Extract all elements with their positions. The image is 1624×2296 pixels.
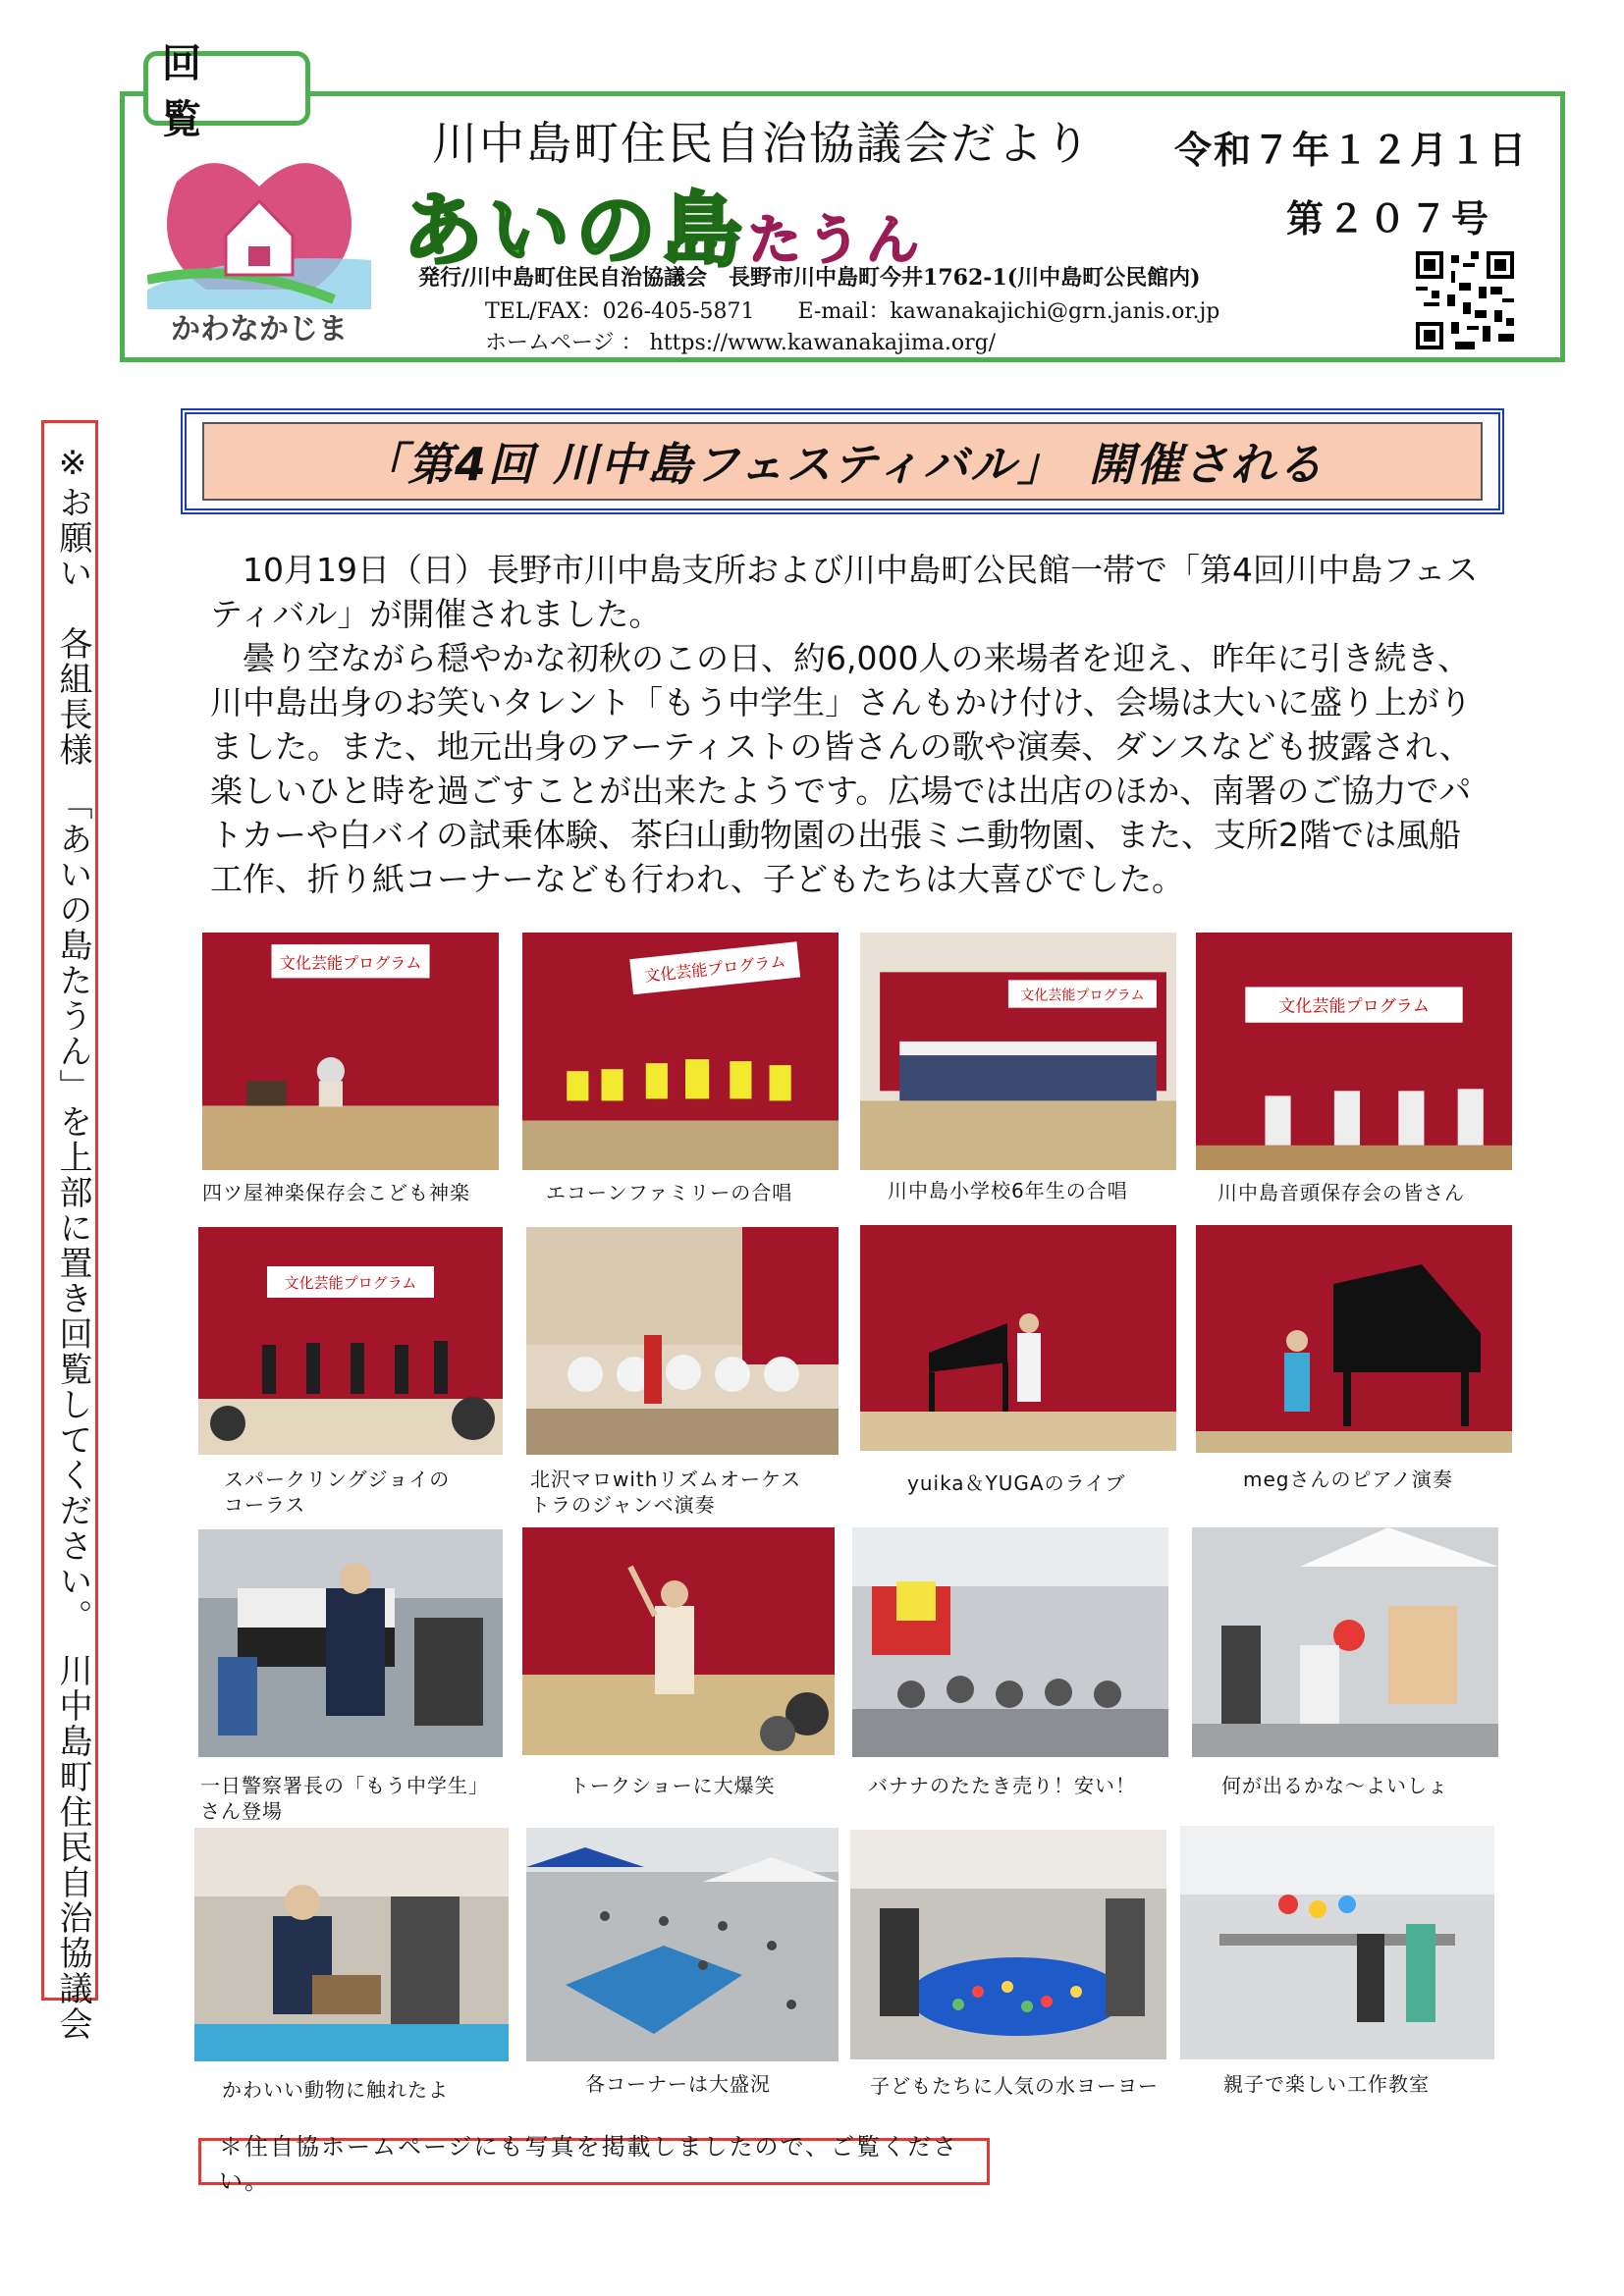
program-banner-text: 文化芸能プログラム bbox=[1020, 988, 1145, 1004]
kairan-label: 回 覧 bbox=[143, 51, 310, 126]
photo-caption: 各コーナーは大盛況 bbox=[585, 2072, 771, 2096]
photo-police-chief bbox=[198, 1529, 503, 1757]
photo-sparkling-joy bbox=[198, 1227, 503, 1455]
program-banner-text: 文化芸能プログラム bbox=[1278, 996, 1430, 1017]
photo-djembe bbox=[526, 1227, 839, 1455]
article-title: 「第4回 川中島フェスティバル」 開催される bbox=[202, 422, 1483, 501]
photo-caption: 四ツ屋神楽保存会こども神楽 bbox=[202, 1181, 470, 1204]
photo-caption: エコーンファミリーの合唱 bbox=[546, 1181, 793, 1204]
photo-petting-zoo bbox=[194, 1828, 509, 2061]
photo-caption: 川中島小学校6年生の合唱 bbox=[888, 1179, 1128, 1202]
article-paragraph: 10月19日（日）長野市川中島支所および川中島町公民館一帯で「第4回川中島フェスティバル」が開催されました。 bbox=[210, 551, 1479, 633]
side-note-text: ※お願い 各組長様 「あいの島たうん」を上部に置き回覧してください。 川中島町住民自治協議会 bbox=[53, 444, 92, 2042]
logo-text: かわなかじま bbox=[171, 312, 348, 347]
photo-echo-family bbox=[522, 933, 839, 1170]
photo-meg-piano bbox=[1196, 1225, 1512, 1453]
issue-date: 令和７年１２月１日 bbox=[1174, 129, 1529, 172]
publisher-line: 発行/川中島町住民自治協議会 長野市川中島町今井1762-1(川中島町公民館内) bbox=[418, 265, 1201, 291]
issue-number: 第２０７号 bbox=[1286, 197, 1493, 240]
photo-caption: yuika＆YUGAのライブ bbox=[907, 1471, 1126, 1495]
photo-caption: 親子で楽しい工作教室 bbox=[1223, 2072, 1430, 2096]
contact-line: TEL/FAX：026-405-5871 E-mail：kawanakajichi@grn.janis.or.jp bbox=[485, 299, 1220, 324]
photo-caption: スパークリングジョイの bbox=[224, 1468, 451, 1491]
article-body bbox=[210, 548, 1487, 901]
photo-caption: 一日警察署長の「もう中学生」 bbox=[200, 1774, 489, 1797]
photo-caption: トークショーに大爆笑 bbox=[569, 1774, 776, 1797]
photo-talk-show bbox=[522, 1527, 835, 1755]
photo-caption: かわいい動物に触れたよ bbox=[222, 2078, 449, 2102]
photo-water-yoyo bbox=[850, 1830, 1166, 2059]
photo-banana-sale bbox=[852, 1527, 1168, 1757]
logo bbox=[147, 142, 371, 348]
photo-craft-class bbox=[1180, 1826, 1494, 2059]
photo-caption: 子どもたちに人気の水ヨーヨー bbox=[870, 2074, 1159, 2098]
article-paragraph: 曇り空ながら穏やかな初秋のこの日、約6,000人の来場者を迎え、昨年に引き続き、川中島出身のお笑いタレント「もう中学生」さんもかけ付け、会場は大いに盛り上がりました。また、地元出身のアーティストの皆さんの歌や演奏、ダンスなども披露され、楽しいひと時を過ごすことが出来たようです。広場では出店のほか、南署のご協力でパトカーや白バイの試乗体験、茶臼山動物園の出張ミニ動物園、また、支所2階では風船工作、折り紙コーナーなども行われ、子どもたちは大喜びでした。 bbox=[210, 639, 1472, 898]
photo-crowd bbox=[526, 1828, 839, 2061]
photo-gachapon bbox=[1192, 1527, 1498, 1757]
program-banner-text: 文化芸能プログラム bbox=[643, 951, 787, 986]
photo-caption: バナナのたたき売り！安い！ bbox=[868, 1774, 1136, 1797]
program-banner-text: 文化芸能プログラム bbox=[279, 953, 422, 973]
photo-school-choir bbox=[860, 933, 1176, 1170]
photo-kagura bbox=[202, 933, 499, 1170]
org-title: 川中島町住民自治協議会だより bbox=[432, 117, 1092, 170]
photo-caption: さん登場 bbox=[200, 1799, 283, 1823]
paper-name-small: たうん bbox=[748, 209, 926, 271]
photo-ondo bbox=[1196, 933, 1512, 1170]
photo-caption: megさんのピアノ演奏 bbox=[1243, 1468, 1453, 1491]
photo-caption: 川中島音頭保存会の皆さん bbox=[1218, 1181, 1465, 1204]
program-banner-text: 文化芸能プログラム bbox=[284, 1274, 417, 1292]
footer-note: ＊住自協ホームページにも写真を掲載しましたので、ご覧ください。 bbox=[198, 2138, 990, 2185]
homepage-line[interactable]: ホームページ ： https://www.kawanakajima.org/ bbox=[485, 331, 997, 355]
heart-house-logo-icon bbox=[147, 142, 371, 348]
photo-caption: 何が出るかな～よいしょ bbox=[1221, 1774, 1448, 1797]
photo-caption: コーラス bbox=[224, 1493, 306, 1517]
photo-yuika-yuga bbox=[860, 1225, 1176, 1451]
photo-caption: トラのジャンベ演奏 bbox=[530, 1493, 716, 1517]
photo-caption: 北沢マロwithリズムオーケス bbox=[530, 1468, 802, 1491]
paper-name-main: あいの島 bbox=[403, 185, 749, 278]
qr-code-icon[interactable] bbox=[1416, 251, 1514, 349]
